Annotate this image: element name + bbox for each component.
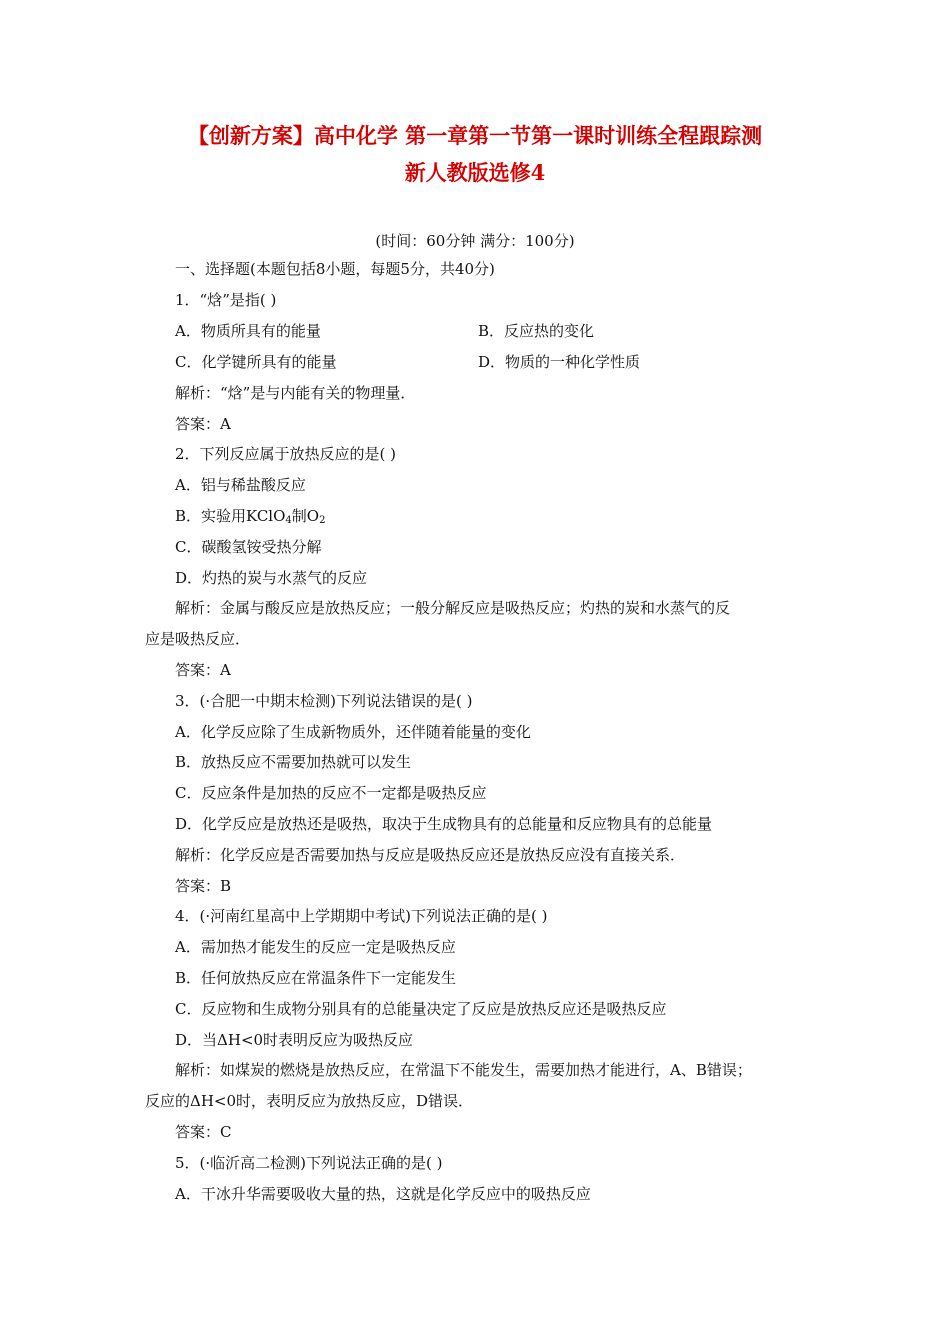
- q2-option-b: [175, 505, 325, 532]
- q2-option-b-sub2: 2: [319, 515, 326, 526]
- document-title-line1: 【创新方案】高中化学 第一章第一节第一课时训练全程跟踪测: [187, 123, 763, 148]
- q2-stem: 2．下列反应属于放热反应的是( ): [175, 445, 397, 463]
- q2-option-a: A．铝与稀盐酸反应: [175, 476, 306, 494]
- q2-option-c: C．碳酸氢铵受热分解: [175, 538, 322, 556]
- q4-option-c: C．反应物和生成物分别具有的总能量决定了反应是放热反应还是吸热反应: [175, 1000, 667, 1018]
- q4-option-d: D．当ΔH<0时表明反应为吸热反应: [175, 1031, 414, 1049]
- q5-option-a: A．干冰升华需要吸收大量的热，这就是化学反应中的吸热反应: [175, 1185, 591, 1203]
- exam-meta: (时间：60分钟 满分：100分): [375, 232, 575, 250]
- q4-analysis-line2: 反应的ΔH<0时，表明反应为放热反应，D错误．: [145, 1092, 474, 1110]
- q4-stem: 4．(·河南红星高中上学期期中考试)下列说法正确的是( ): [175, 907, 548, 925]
- section-heading: 一、选择题(本题包括8小题，每题5分，共40分): [175, 260, 495, 278]
- q3-option-a: A．化学反应除了生成新物质外，还伴随着能量的变化: [175, 723, 531, 741]
- q3-option-c: C．反应条件是加热的反应不一定都是吸热反应: [175, 784, 487, 802]
- q5-stem: 5．(·临沂高二检测)下列说法正确的是( ): [175, 1154, 443, 1172]
- q2-option-b-sub1: 4: [285, 515, 292, 526]
- q3-answer: 答案：B: [175, 877, 232, 895]
- q1-option-d: D．物质的一种化学性质: [478, 353, 641, 371]
- q3-option-b: B．放热反应不需要加热就可以发生: [175, 753, 412, 771]
- q2-analysis-line1: 解析：金属与酸反应是放热反应；一般分解反应是吸热反应；灼热的炭和水蒸气的反: [175, 599, 731, 617]
- q4-answer: 答案：C: [175, 1123, 232, 1141]
- q1-answer: 答案：A: [175, 415, 231, 433]
- q2-option-d: D．灼热的炭与水蒸气的反应: [175, 569, 368, 587]
- q1-option-c: C．化学键所具有的能量: [175, 353, 337, 371]
- q1-analysis: 解析：“焓”是与内能有关的物理量．: [175, 384, 416, 402]
- document-title-line2: 新人教版选修4: [404, 160, 546, 185]
- q2-option-b-mid: 制O: [291, 507, 320, 525]
- q1-option-a: A．物质所具有的能量: [175, 322, 321, 340]
- q3-stem: 3．(·合肥一中期末检测)下列说法错误的是( ): [175, 692, 473, 710]
- q4-analysis-line1: 解析：如煤炭的燃烧是放热反应，在常温下不能发生，需要加热才能进行，A、B错误；: [175, 1061, 752, 1079]
- q2-option-b-pre: B．实验用KClO: [175, 507, 286, 525]
- q4-option-b: B．任何放热反应在常温条件下一定能发生: [175, 969, 457, 987]
- q1-option-b: B．反应热的变化: [478, 322, 595, 340]
- q1-stem: 1．“焓”是指( ): [175, 291, 277, 309]
- q2-analysis-line2: 应是吸热反应．: [145, 630, 251, 648]
- q3-option-d: D．化学反应是放热还是吸热，取决于生成物具有的总能量和反应物具有的总能量: [175, 815, 713, 833]
- q2-answer: 答案：A: [175, 661, 231, 679]
- q3-analysis: 解析：化学反应是否需要加热与反应是吸热反应还是放热反应没有直接关系．: [175, 846, 686, 864]
- q4-option-a: A．需加热才能发生的反应一定是吸热反应: [175, 938, 456, 956]
